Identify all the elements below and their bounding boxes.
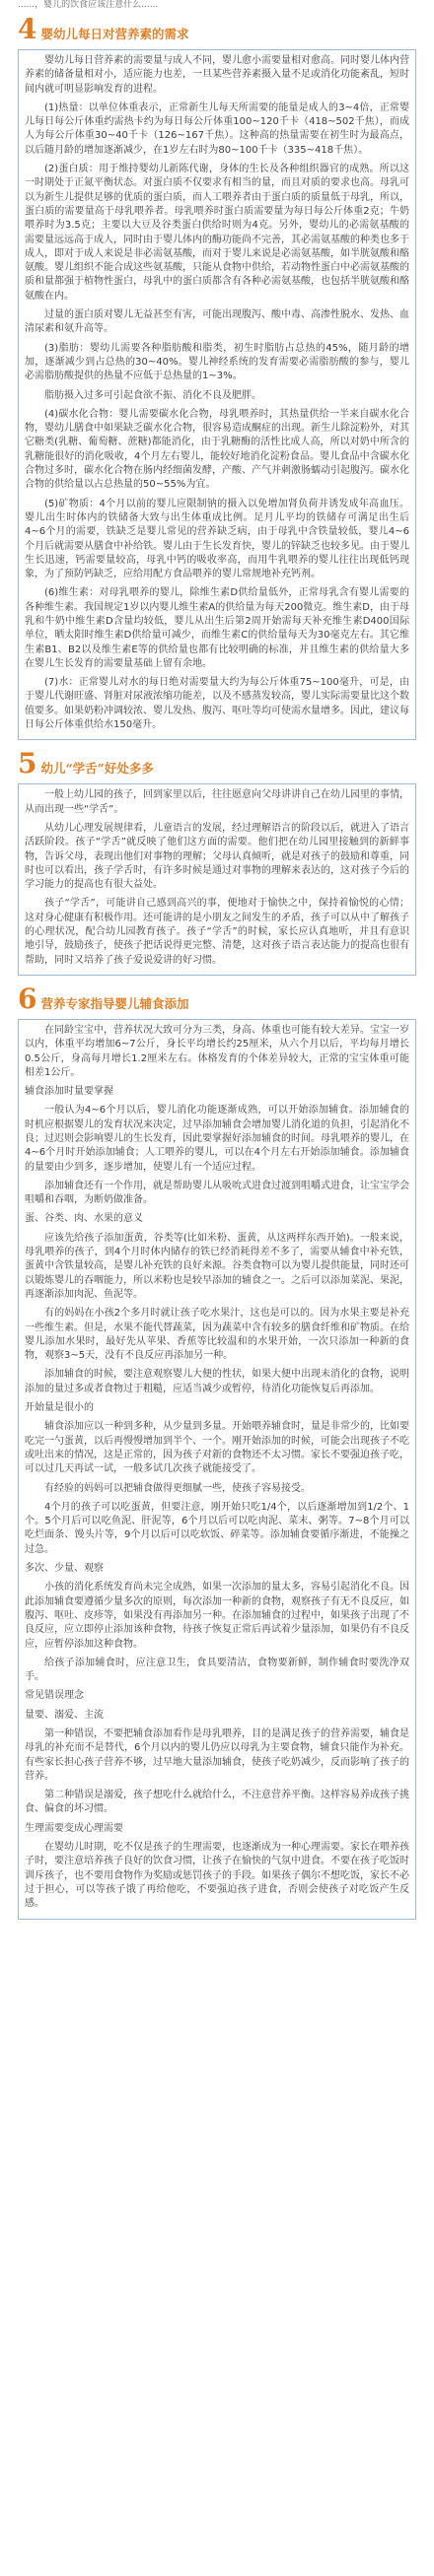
subheading: 常见错误理念 <box>25 1690 84 1702</box>
paragraph: 有的妈妈在小孩2个多月时就让孩子吃水果汁，这也是可以的。因为水果主要是补充一些维生素。但是，水果不能代替蔬菜，因为蔬菜中含有较多的膳食纤维和矿物质。在给婴儿添加水果时，最好先从苹果、香蕉等比较温和的水果开始，一次只添加一种新的食物，观察3~5天，没有不良反应再添加另一种。 <box>25 1308 409 1362</box>
section-6-title <box>18 982 416 1015</box>
paragraph: 添加辅食还有一个作用，就是帮助婴儿从吸吮式进食过渡到咀嚼式进食，让宝宝学会咀嚼和吞咽，为断奶做准备。 <box>25 1180 409 1206</box>
paragraph: 孩子“学舌”，可能讲自己感到高兴的事，便地对于愉快之中，保持着愉悦的心情；这对身心健康有积极作用。还可能讲的是小朋友之间发生的矛盾，孩子可以从中了解孩子的心理状况，配合幼儿园教育孩子。孩子“学舌”的时候，家长应认真地听，并且有意识地引导，鼓励孩子，使孩子把话说得更完整、清楚，这对孩子语言表达能力的提高也很有帮助，同时又培养了孩子爱说爱讲的好习惯。 <box>25 898 409 966</box>
section-heading: 婴幼儿每日对营养素的需求 <box>40 27 189 41</box>
paragraph: 辅食添加应以一种到多种，从少量到多量。开始喂养辅食时，量是非常少的，比如要吃完一勺蛋黄，以后再慢慢增加到半个、一个。刚开始添加的时候，可能会出现孩子不吃或吐出来的情况，这是正常的，因为孩子对新的食物还不太习惯。家长不要强迫孩子吃，可以过几天再试一试，一般多试几次孩子就能接受了。 <box>25 1421 409 1475</box>
paragraph: 一般上幼儿园的孩子，回到家里以后，往往愿意向父母讲讲自己在幼儿园里的事情，从而出现一些“学舌”。 <box>25 789 409 815</box>
subheading: 生理需要变成心理需要 <box>25 1822 123 1834</box>
section-5-title <box>18 747 416 780</box>
paragraph: 有经验的妈妈可以把辅食做得更细腻一些，使孩子容易接受。 <box>44 1482 311 1494</box>
section-number: 5 <box>18 747 37 780</box>
paragraph: (4)碳水化合物：婴儿需要碳水化合物，母乳喂养时，其热量供给一半来自碳水化合物，婴幼儿膳食中如果缺乏碳水化合物，很容易造成酮症的出现。新生儿除淀粉外，对其它糖类(乳糖、葡萄糖、蔗糖)都能消化，由于乳糖酶的活性比成人高，所以对奶中所含的乳糖能很好的消化吸收，4个月左右婴儿，能较好地消化淀粉食品。婴儿食品中含碳水化合物过多时，碳水化合物在肠内经细菌发酵，产酸、产气并刺激肠蠕动引起腹泻。碳水化合物的供给量以占总热量的50~55%为宜。 <box>25 408 409 491</box>
paragraph: (2)蛋白质：用于维持婴幼儿新陈代谢，身体的生长及各种组织器官的成熟。所以这一时期处于正氮平衡状态。对蛋白质不仅要求有相当的量，而且对质的要求也高。母乳可以为新生儿提供足够的优质的蛋白质，而人工喂养者由于蛋白质的质量低于母乳，所以，蛋白质的需要量高于母乳喂养者。母乳喂养时蛋白质需要量为每日每公斤体重2克；牛奶喂养时为3.5克；主要以大豆及谷类蛋白供给时则为4克。另外，婴幼儿的必需氨基酸的需要量远远高于成人，同时由于婴儿体内的酶功能尚不完善，其必需氨基酸的种类也多于成人，即对于成人来说是非必需氨基酸，而对于婴儿来说是必需氨基酸，如半胱氨酸和酪氨酸。婴儿组织不能合成这些氨基酸，只能从食物中供给，若动物性蛋白中必需氨基酸的质和量都强于植物性蛋白，母乳中的蛋白质都含有各种必需氨基酸，也包括半胱氨酸和酪氨酸在内。 <box>25 164 409 302</box>
paragraph: (1)热量：以单位体重表示，正常新生儿每天所需要的能量是成人的3~4倍，正常婴儿每日每公斤体重约需热卡约为每日每公斤体重100~120千卡（418~502千焦），而成人为每公斤体重30~40千卡（126~167千焦）。这种高的热量需要在初生时为最高点，以后随月龄的增加逐渐减少，在1岁左右时为80~100千卡（335~418千焦）。 <box>25 102 409 156</box>
subheading: 辅食添加时量要掌握 <box>25 1086 113 1098</box>
paragraph: 在同龄宝宝中，营养状况大致可分为三类，身高、体重也可能有较大差异。宝宝一岁以内，体重平均增加6~7公斤，身长平均增长约25厘米，从六个月以后，平均每月增长0.5公斤，身高每月增长1.2厘米左右。体格发育的个体差异较大，正常的宝宝体重可能相差1公斤。 <box>25 1024 409 1078</box>
paragraph: (6)维生素：对母乳喂养的婴儿，除维生素D供给量低外，正常母乳含有婴儿需要的各种维生素。我国规定1岁以内婴儿维生素A的供给量为每天200微克。维生素D，由于母乳和牛奶中维生素D含量均较低，婴儿从出生后第2周开始需每天补充维生素D400国际单位，晒太阳时维生素D供给量可减少，而维生素C的供给量每天为30毫克左右。其它维生素B1、B2以及维生素E等的供给量也都有比较明确的标准，并且维生素的供给量大多在婴儿生长发育的需要量基础上留有余地。 <box>25 587 409 669</box>
paragraph: 从幼儿心理发展规律看，儿童语言的发展，经过理解语言的阶段以后，就进入了语言活跃阶段。孩子“学舌”就反映了他们这方面的需要。他们把在幼儿园里接触到的新鲜事物，告诉父母，表现出他们对事物的理解；父母认真倾听，就是对孩子的鼓励和尊重，同时也可以看出，孩子学舌时，有许多时候是通过对事物的理解来表达的，这对孩子今后的学习能力的提高也有很大益处。 <box>25 822 409 891</box>
paragraph: (7)水：正常婴儿对水的每日绝对需要量大约为每公斤体重75~100毫升，可是，由于婴儿代谢旺盛、肾脏对尿液浓缩功能差，以及不感蒸发较高，婴儿实际需要量比这个数值要多。如果奶粉冲调较浓、婴儿发热、腹泻、呕吐等均可使需水量增多。因此，建议每日每公斤体重供给水150毫升。 <box>25 677 409 731</box>
section-5-box <box>18 783 416 976</box>
paragraph: (3)脂肪：婴幼儿需要各种脂肪酸和脂类，初生时脂肪占总热的45%，随月龄的增加，逐渐减少到占总热的30~40%。婴儿神经系统的发育需要必需脂肪酸的参与，婴儿必需脂肪酸提供的热量不应低于总热量的1~3%。 <box>25 342 409 382</box>
paragraph: 过量的蛋白质对婴儿无益甚至有害，可能出现腹泻、酸中毒、高渗性脱水、发热、血清尿素和氨升高等。 <box>25 309 409 335</box>
subheading: 蛋、谷类、肉、水果的意义 <box>25 1213 143 1225</box>
paragraph: 第二种错误是溺爱，孩子想吃什么就给什么，不注意营养平衡。这样容易养成孩子挑食、偏食的坏习惯。 <box>25 1790 409 1815</box>
paragraph: 脂肪摄入过多可引起食欲不振、消化不良及肥胖。 <box>44 389 261 401</box>
paragraph: 在婴幼儿时期，吃不仅是孩子的生理需要，也逐渐成为一种心理需要。家长在喂养孩子时，要注意培养孩子良好的饮食习惯，让孩子在愉快的气氛中进食。不要在孩子吃饭时训斥孩子，也不要用食物作为奖励或惩罚孩子的手段。如果孩子偶尔不想吃饭，家长不必过于担心，可以等孩子饿了再给他吃，不要强迫孩子进食，否则会使孩子对吃饭产生反感。 <box>25 1842 409 1910</box>
paragraph: 第一种错误，不要把辅食添加看作是母乳喂养，目的是满足孩子的营养需要，辅食是母乳的补充而不是替代，6个月以内的婴儿仍应以母乳为主要食物，辅食只能作为补充。有些家长担心孩子营养不够，过早地大量添加辅食，使孩子吃奶减少，反而影响了孩子的营养。 <box>25 1728 409 1782</box>
section-4-box <box>18 49 416 740</box>
top-text-strip: ......，婴儿的饮食应该注意什么...... <box>18 0 159 10</box>
paragraph: 添加辅食的时候，要注意观察婴儿大便的性状，如果大便中出现未消化的食物，说明添加的量过多或者食物过于粗糙，应适当减少或暂停，待消化功能恢复后再添加。 <box>25 1369 409 1394</box>
section-6-box <box>18 1019 416 1920</box>
paragraph: 婴幼儿每日营养素的需要量与成人不同，婴儿愈小需要量相对愈高。同时婴儿体内营养素的储备量相对小，适应能力也差，一旦某些营养素摄入量不足或消化功能紊乱，短时间内就可明显影响发育的进程。 <box>25 55 409 95</box>
section-4-title <box>18 13 416 45</box>
subheading: 开始量是很小的 <box>25 1402 94 1414</box>
paragraph: (5)矿物质：4个月以前的婴儿应限制钠的摄入以免增加肾负荷并诱发成年高血压。婴儿出生时体内的铁储备大致与出生体重成比例。足月儿平均的铁储存可满足出生后4~6个月的需要，铁缺乏是婴儿常见的营养缺乏病，由于母乳中含铁量较低，婴儿4~6个月后就需要从膳食中补给铁。婴儿由于生长发育快，婴儿的锌缺乏也较多见。由于婴儿生长迅速，钙需要量较高，母乳中钙的吸收率高，而用牛乳喂养的婴儿往往出现低钙现象，为了预防钙缺乏，应给用配方食品喂养的婴儿常规地补充钙剂。 <box>25 498 409 580</box>
paragraph: 4个月的孩子可以吃蛋黄，但要注意，刚开始只吃1/4个，以后逐渐增加到1/2个、1个。5个月后可以吃鱼泥、肝泥等，6个月以后可以吃肉泥、菜末、粥等。7~8个月可以吃烂面条、馒头片等，9个月以后可以吃软饭、碎菜等。添加辅食要循序渐进，不能操之过急。 <box>25 1501 409 1555</box>
section-heading: 幼儿“学舌”好处多多 <box>40 761 154 777</box>
paragraph: 应该先给孩子添加蛋黄，谷类等(比如米粉、蛋黄，从这两样东西开始)。一般来说，母乳喂养的孩子，到4个月时体内储存的铁已经消耗得差不多了，需要从辅食中补充铁，蛋黄中含铁量较高，是婴儿补充铁的良好来源。谷类食物可以为婴儿提供能量，同时还可以锻炼婴儿的吞咽能力，所以米粉也是较早添加的辅食之一。之后可以添加菜泥、果泥，再逐渐添加肉泥、鱼泥等。 <box>25 1232 409 1300</box>
subheading: 量要、溺爱、主流 <box>25 1709 104 1721</box>
section-number: 6 <box>18 982 37 1015</box>
subheading: 多次、少量、观察 <box>25 1563 104 1575</box>
paragraph: 给孩子添加辅食时，应注意卫生，食具要清洁，食物要新鲜，制作辅食时要洗净双手。 <box>25 1657 409 1683</box>
paragraph: 小孩的消化系统发育尚未完全成熟，如果一次添加的量太多，容易引起消化不良。因此添加辅食要遵循少量多次的原则，每次添加一种新的食物，观察孩子有无不良反应，如腹泻、呕吐、皮疹等，如果没有再添加另一种。在添加辅食的过程中，如果孩子出现了不良反应，应立即停止添加该种食物，待孩子恢复正常后再试着少量添加，如果仍有不良反应，应暂停添加这种食物。 <box>25 1582 409 1650</box>
section-heading: 营养专家指导婴儿辅食添加 <box>40 995 189 1011</box>
paragraph: 一般认为4~6个月以后，婴儿消化功能逐渐成熟，可以开始添加辅食。添加辅食的时机应根据婴儿的发育状况来决定，过早添加辅食会增加婴儿消化道的负担，引起消化不良；过迟则会影响婴儿的生长发育，因此要掌握好添加辅食的时间。母乳喂养的婴儿，在4~6个月时开始添加辅食；人工喂养的婴儿，可以在4个月左右开始添加辅食。添加辅食的量要由少到多，逐步增加，使婴儿有一个适应过程。 <box>25 1105 409 1173</box>
section-number: 4 <box>18 13 37 45</box>
